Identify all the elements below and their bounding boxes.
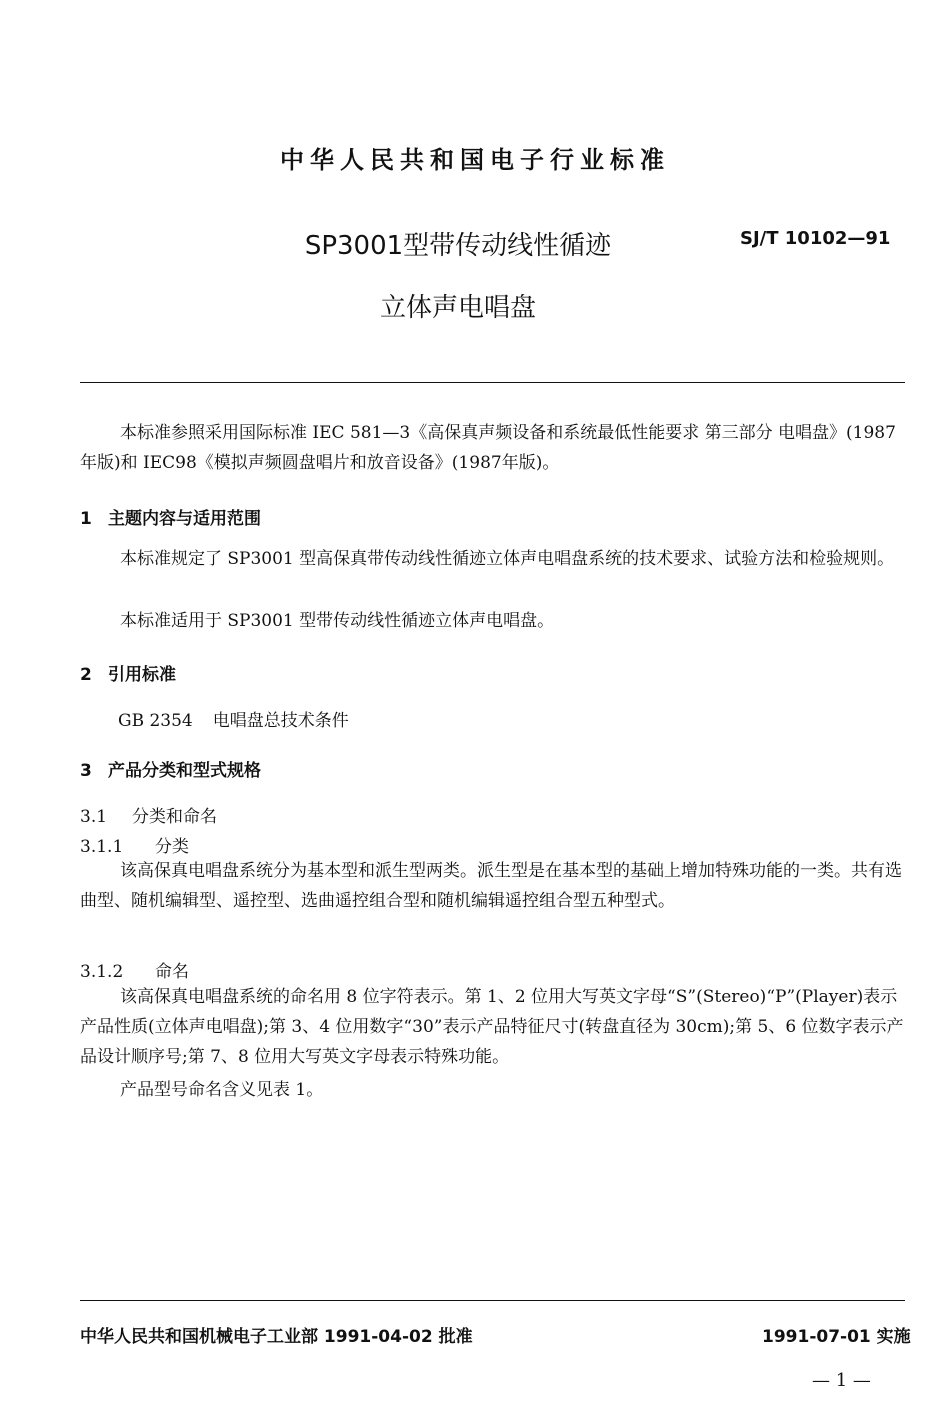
section-2-heading — [80, 660, 176, 685]
section-1-heading — [80, 504, 261, 529]
section-3-1-2-paragraph — [80, 982, 905, 1072]
paragraph-text: 本标准适用于 SP3001 型带传动线性循迹立体声电唱盘。 — [120, 611, 555, 631]
section-number: 3 — [80, 761, 92, 781]
subsection-title: 分类和命名 — [132, 807, 217, 827]
paragraph-text: 产品型号命名含义见表 1。 — [120, 1080, 324, 1100]
section-3-1-heading — [80, 802, 217, 827]
page-number: — 1 — — [812, 1370, 871, 1391]
reference-code: GB 2354 — [118, 711, 193, 731]
reference-title: 电唱盘总技术条件 — [212, 711, 349, 731]
intro-text: 本标准参照采用国际标准 IEC 581—3《高保真声频设备和系统最低性能要求 第三部分 电唱盘》(1987年版)和 IEC98《模拟声频圆盘唱片和放音设备》(1987年版)。 — [80, 423, 896, 473]
subsection-number: 3.1.1 — [80, 837, 124, 857]
subsection-number: 3.1 — [80, 807, 108, 827]
standard-title-line2: 立体声电唱盘 — [379, 293, 536, 323]
paragraph-text: 该高保真电唱盘系统分为基本型和派生型两类。派生型是在基本型的基础上增加特殊功能的一类。共有选曲型、随机编辑型、遥控型、选曲遥控组合型和随机编辑遥控组合型五种型式。 — [80, 861, 902, 911]
subsection-title: 命名 — [155, 962, 189, 982]
issuing-body-header: 中华人民共和国电子行业标准 — [280, 146, 670, 174]
paragraph-text: 本标准规定了 SP3001 型高保真带传动线性循迹立体声电唱盘系统的技术要求、试验方法和检验规则。 — [120, 549, 895, 569]
effective-date: 1991-07-01 实施 — [762, 1327, 911, 1347]
section-title: 产品分类和型式规格 — [108, 761, 261, 781]
intro-paragraph — [80, 418, 905, 478]
standard-code: SJ/T 10102—91 — [740, 228, 891, 249]
section-3-1-2-paragraph-2 — [80, 1075, 905, 1105]
section-number: 1 — [80, 509, 92, 529]
footer-divider — [80, 1300, 905, 1301]
section-1-paragraph-2 — [80, 606, 905, 636]
section-3-1-1-paragraph — [80, 856, 905, 916]
section-1-paragraph-1 — [80, 544, 905, 574]
paragraph-text: 该高保真电唱盘系统的命名用 8 位字符表示。第 1、2 位用大写英文字母“S”(Stereo)“P”(Player)表示产品性质(立体声电唱盘);第 3、4 位用数字“30”表示产品特征尺寸(转盘直径为 30cm);第 5、6 位数字表示产品设计顺序号;第 7、8 位用大写英文字母表示特殊功能。 — [80, 987, 904, 1067]
approval-line: 中华人民共和国机械电子工业部 1991-04-02 批准 — [80, 1327, 473, 1347]
section-number: 2 — [80, 665, 92, 685]
standard-title-line1: SP3001型带传动线性循迹 — [304, 231, 612, 261]
section-3-1-1-heading — [80, 832, 189, 857]
section-3-heading — [80, 756, 261, 781]
section-title: 引用标准 — [108, 665, 176, 685]
reference-standard — [118, 706, 349, 731]
subsection-number: 3.1.2 — [80, 962, 124, 982]
section-3-1-2-heading — [80, 957, 189, 982]
section-title: 主题内容与适用范围 — [108, 509, 261, 529]
subsection-title: 分类 — [155, 837, 189, 857]
header-divider — [80, 382, 905, 383]
